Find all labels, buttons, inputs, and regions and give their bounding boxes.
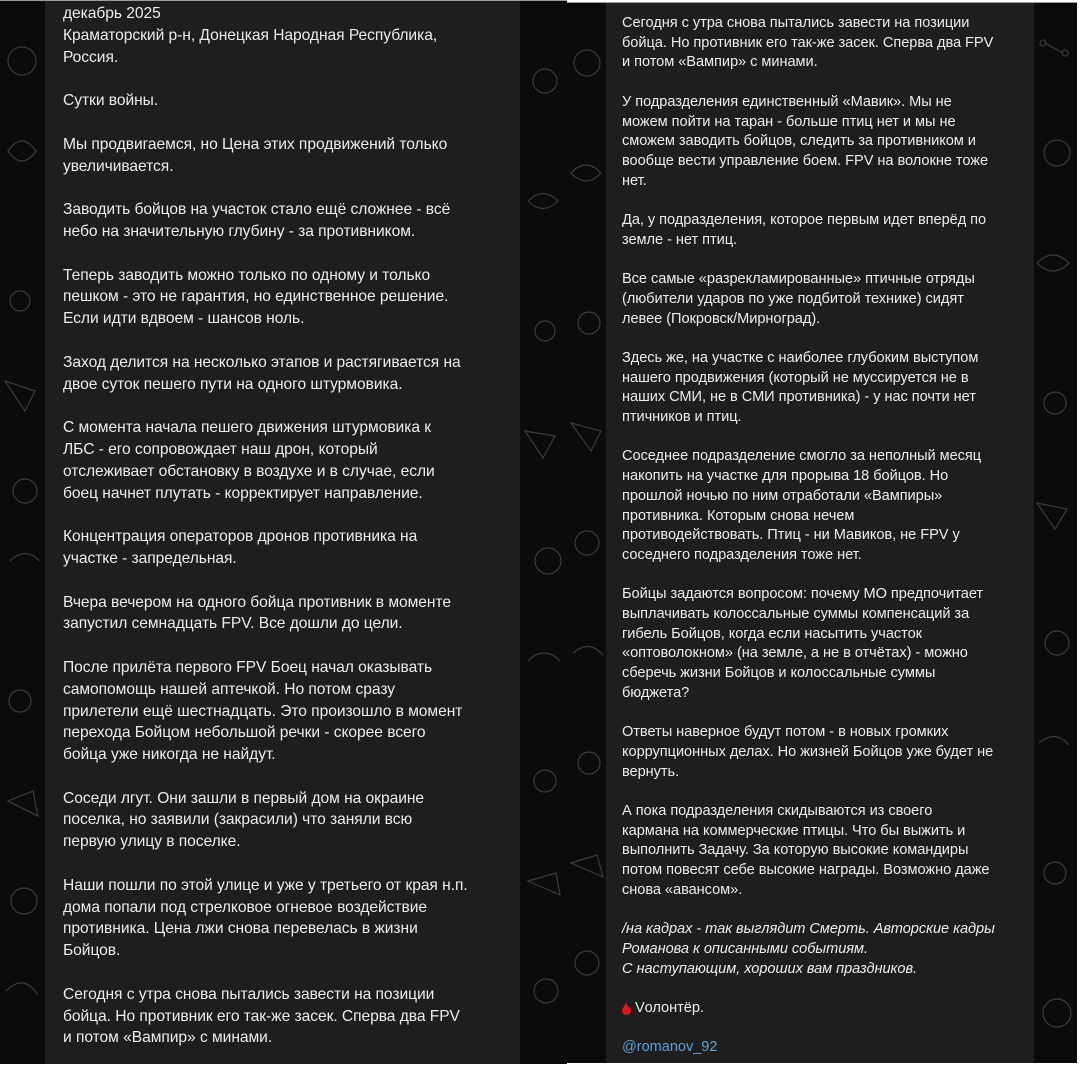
message-paragraph: Сутки войны. xyxy=(63,92,159,110)
blood-drop-icon xyxy=(622,1002,631,1015)
message-paragraph: Концентрация операторов дронов противника на участке - запредельная. xyxy=(63,528,418,567)
italic-note: /на кадрах - так выглядит Смерть. Авторские кадры Романова к описанными событиям. С наступающим, хороших вам праздников. xyxy=(622,921,995,977)
signature-text: Vолонтёр. xyxy=(635,1000,704,1016)
message-paragraph: У подразделения единственный «Мавик». Мы не можем пойти на таран - больше птиц нет и мы не сможем заводить бойцов, следить за противником и вообще вести управление боем. FPV на волокне тоже нет. xyxy=(622,93,989,189)
message-body xyxy=(63,0,520,1049)
message-paragraph: Соседи лгут. Они зашли в первый дом на окраине поселка, но заявили (закрасили) что заняли всю первую улицу в поселке. xyxy=(63,789,425,851)
mention-link[interactable]: @romanov_92 xyxy=(622,1039,718,1056)
message-paragraph: Соседнее подразделение смогло за неполный месяц накопить на участке для прорыва 18 бойцов. Но прошлой ночью по ним отработали «Вампиры» противника. Которым снова нечем противодействовать. Птиц - ни Мавиков, не FPV у соседнего подразделения тоже нет. xyxy=(622,448,982,563)
message-paragraph: Вчера вечером на одного бойца противник в моменте запустил семнадцать FPV. Все дошли до цели. xyxy=(63,593,452,633)
signature xyxy=(622,999,1034,1019)
message-card xyxy=(606,2,1034,1063)
message-paragraph: Все самые «разрекламированные» птичные отряды (любители ударов по уже подбитой технике) сидят левее (Покровск/Мирноград). xyxy=(622,271,975,327)
right-screenshot xyxy=(567,2,1077,1063)
message-paragraph: Заводить бойцов на участок стало ещё сложнее - всё небо на значительную глубину - за противником. xyxy=(63,201,451,240)
message-paragraph: Мы продвигаемся, но Цена этих продвижений только увеличивается. xyxy=(63,135,448,175)
message-paragraph: Заход делится на несколько этапов и растягивается на двое суток пешего пути на одного штурмовика. xyxy=(63,353,461,393)
message-paragraph: Наши пошли по этой улице и уже у третьего от края н.п. дома попали под стрелковое огневое воздействие противника. Цена лжи снова перевелась в жизни Бойцов. xyxy=(63,876,468,960)
message-paragraph: Бойцы задаются вопросом: почему МО предпочитает выплачивать колоссальные суммы компенсаций за гибель Бойцов, когда если насытить участок «оптоволокном» (на земле, а не в отчётах) - можно сберечь жизни Бойцов и колоссальные суммы бюджета? xyxy=(622,586,984,701)
message-paragraph: С момента начала пешего движения штурмовика к ЛБС - его сопровождает наш дрон, который отслеживает обстановку в воздухе и в случае, если боец начнет плутать - корректирует направление. xyxy=(63,419,435,502)
message-paragraph: Да, у подразделения, которое первым идет вперёд по земле - нет птиц. xyxy=(622,212,987,248)
message-body xyxy=(622,2,1034,1058)
message-paragraph: Ответы наверное будут потом - в новых громких коррупционных делах. Но жизней Бойцов уже будет не вернуть. xyxy=(622,724,994,780)
message-paragraph: Сегодня с утра снова пытались завести на позиции бойца. Но противник его так-же засек. Сперва два FPV и потом «Вампир» с минами. xyxy=(63,985,460,1047)
message-paragraph: Теперь заводить можно только по одному и только пешком - это не гарантия, но единственное решение. Если идти вдвоем - шансов ноль. xyxy=(63,266,449,328)
message-paragraph: После прилёта первого FPV Боец начал оказывать самопомощь нашей аптечкой. Но потом сразу прилетели ещё шестнадцать. Это произошло в момент перехода Бойцом небольшой речки - скорее всего бойца уже никогда не найдут. xyxy=(63,658,463,764)
message-paragraph: Здесь же, на участке с наиболее глубоким выступом нашего продвижения (который не муссируется не в наших СМИ, не в СМИ противника) - у нас почти нет птичников и птиц. xyxy=(622,349,979,425)
message-paragraph: Сегодня с утра снова пытались завести на позиции бойца. Но противник его так-же засек. Сперва два FPV и потом «Вампир» с минами. xyxy=(622,15,994,71)
message-card xyxy=(45,0,520,1064)
message-paragraph: А пока подразделения скидываются из своего кармана на коммерческие птицы. Что бы выжить и выполнить Задачу. За которую высокие командиры потом повесят себе высокие награды. Возможно даже снова «авансом». xyxy=(622,803,990,898)
message-paragraph: декабрь 2025 Краматорский р-н, Донецкая Народная Республика, Россия. xyxy=(63,5,438,66)
